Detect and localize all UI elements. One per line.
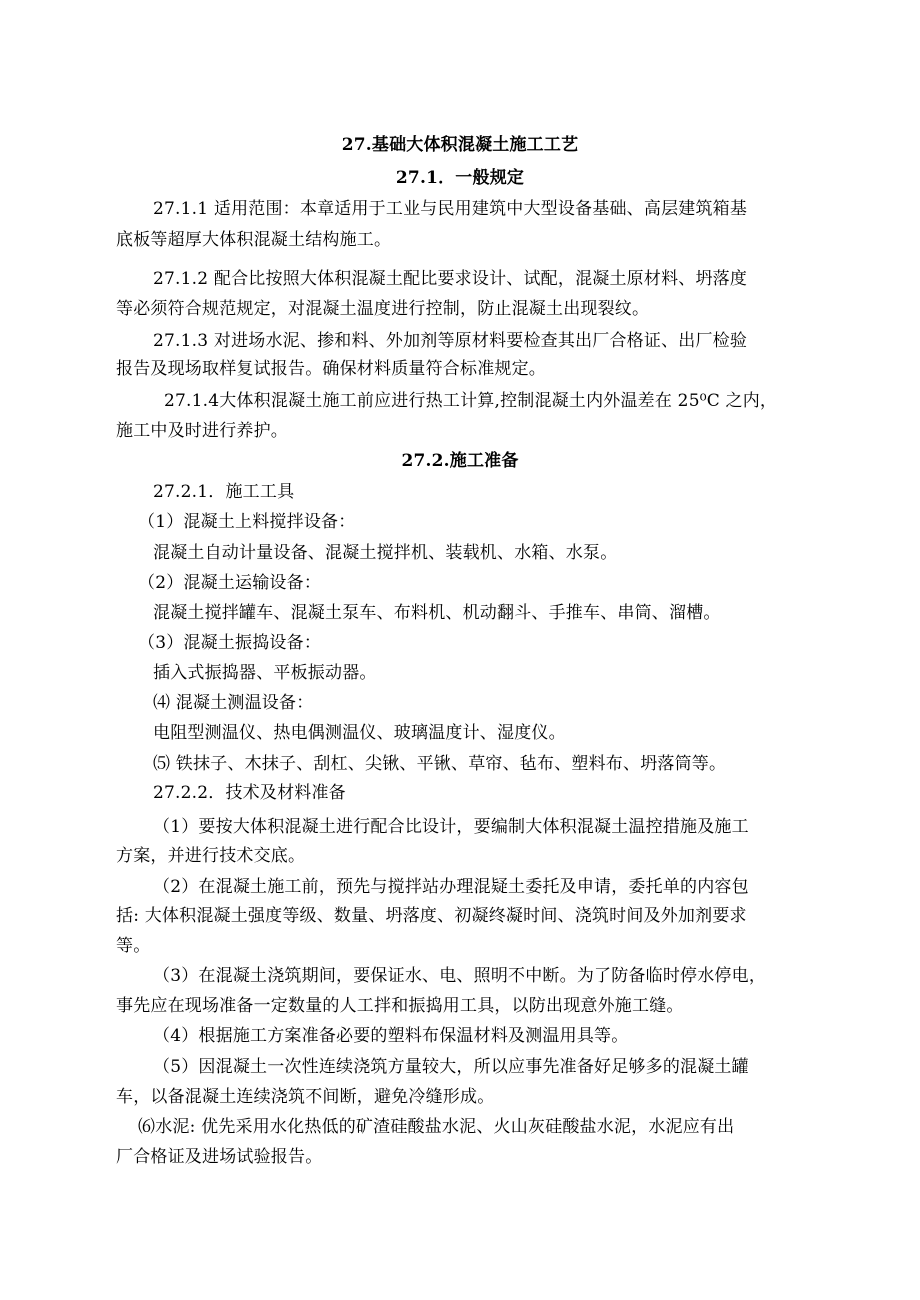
paragraph-27-1-4-line-2: 施工中及时进行养护。	[116, 421, 288, 441]
prep-6-line-1: ⑹水泥: 优先采用水化热低的矿渣硅酸盐水泥、火山灰硅酸盐水泥，水泥应有出	[138, 1117, 735, 1137]
subsection-27-2-1: 27.2.1．施工工具	[153, 482, 295, 502]
tool-1-content: 混凝土自动计量设备、混凝土搅拌机、装载机、水箱、水泵。	[153, 543, 618, 563]
prep-5-line-2: 车，以备混凝土连续浇筑不间断，避免冷缝形成。	[116, 1087, 495, 1107]
prep-3-line-1: （3）在混凝土浇筑期间，要保证水、电、照明不中断。为了防备临时停水停电，	[153, 966, 767, 986]
subsection-27-2-2: 27.2.2．技术及材料准备	[153, 783, 346, 803]
prep-2-line-3: 等。	[116, 936, 151, 956]
prep-4: （4）根据施工方案准备必要的塑料布保温材料及测温用具等。	[153, 1026, 629, 1046]
paragraph-27-1-2-line-1: 27.1.2 配合比按照大体积混凝土配比要求设计、试配，混凝土原材料、坍落度	[153, 269, 748, 289]
prep-1-line-1: （1）要按大体积混凝土进行配合比设计，要编制大体积混凝土温控措施及施工	[153, 817, 749, 837]
prep-3-line-2: 事先应在现场准备一定数量的人工拌和振捣用工具，以防出现意外施工缝。	[116, 996, 684, 1016]
paragraph-27-1-3-line-2: 报告及现场取样复试报告。确保材料质量符合标准规定。	[116, 359, 546, 379]
prep-5-line-1: （5）因混凝土一次性连续浇筑方量较大，所以应事先准备好足够多的混凝土罐	[153, 1057, 749, 1077]
prep-6-line-2: 厂合格证及进场试验报告。	[116, 1147, 323, 1167]
paragraph-27-1-1-line-2: 底板等超厚大体积混凝土结构施工。	[116, 230, 392, 250]
tool-5: ⑸ 铁抹子、木抹子、刮杠、尖锹、平锹、草帘、毡布、塑料布、坍落筒等。	[153, 754, 727, 774]
tool-4-content: 电阻型测温仪、热电偶测温仪、玻璃温度计、湿度仪。	[153, 723, 566, 743]
paragraph-27-1-2-line-2: 等必须符合规范规定，对混凝土温度进行控制，防止混凝土出现裂纹。	[116, 299, 650, 319]
tool-1-label: （1）混凝土上料搅拌设备：	[138, 512, 356, 532]
tool-2-label: （2）混凝土运输设备：	[138, 573, 322, 593]
paragraph-27-1-4-line-1: 27.1.4大体积混凝土施工前应进行热工计算,控制混凝土内外温差在 25⁰C 之内，	[164, 391, 778, 411]
section-heading-27-1: 27.1．一般规定	[395, 168, 525, 188]
prep-2-line-1: （2）在混凝土施工前，预先与搅拌站办理混疑土委托及申请，委托单的内容包	[153, 877, 749, 897]
document-title: 27.基础大体积混凝土施工工艺	[341, 135, 579, 155]
prep-1-line-2: 方案，并进行技术交底。	[116, 846, 306, 866]
tool-2-content: 混凝土搅拌罐车、混凝土泵车、布料机、机动翻斗、手推车、串筒、溜槽。	[153, 603, 721, 623]
paragraph-27-1-3-line-1: 27.1.3 对进场水泥、掺和料、外加剂等原材料要检查其出厂合格证、出厂检验	[153, 331, 748, 351]
prep-2-line-2: 括: 大体积混凝土强度等级、数量、坍落度、初凝终凝时间、浇筑时间及外加剂要求	[116, 906, 747, 926]
tool-4-label: ⑷ 混凝土测温设备：	[153, 693, 314, 713]
tool-3-content: 插入式振捣器、平板振动器。	[153, 663, 377, 683]
section-heading-27-2: 27.2.施工准备	[401, 451, 519, 471]
tool-3-label: （3）混凝土振捣设备：	[138, 633, 322, 653]
paragraph-27-1-1-line-1: 27.1.1 适用范围：本章适用于工业与民用建筑中大型设备基础、高层建筑箱基	[153, 199, 748, 219]
